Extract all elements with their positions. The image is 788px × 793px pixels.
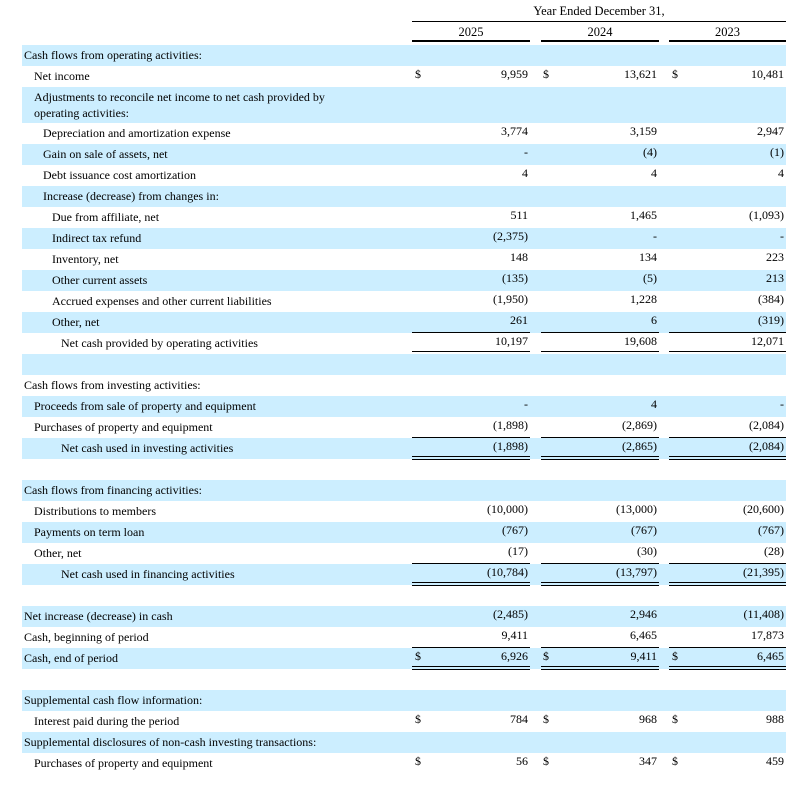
statement-row — [0, 333, 788, 354]
value-2024: (2,869) — [622, 418, 657, 432]
row-label-continued: operating activities: — [34, 106, 129, 120]
value-2024: 1,228 — [630, 292, 657, 306]
value-2024: 19,608 — [624, 334, 657, 348]
value-2023: 12,071 — [751, 334, 784, 348]
period-header: Year Ended December 31, — [412, 4, 786, 22]
statement-row — [0, 522, 788, 543]
row-label: Cash flows from operating activities: — [24, 48, 202, 62]
value-2024: 968 — [639, 712, 657, 726]
statement-row — [0, 417, 788, 438]
row-label: Purchases of property and equipment — [34, 756, 213, 770]
value-2023: (319) — [758, 313, 784, 327]
value-2025: (2,485) — [493, 607, 528, 621]
row-label: Increase (decrease) from changes in: — [43, 189, 219, 203]
value-2024: 13,621 — [624, 67, 657, 81]
year-header-2023: 2023 — [669, 24, 786, 42]
value-2025: - — [524, 145, 528, 159]
currency-symbol: $ — [672, 754, 678, 768]
row-label: Due from affiliate, net — [52, 210, 160, 224]
row-label: Cash, end of period — [24, 651, 118, 665]
value-2025: 56 — [516, 754, 528, 768]
value-2024: 9,411 — [630, 649, 657, 663]
row-label: Gain on sale of assets, net — [43, 147, 168, 161]
statement-row — [0, 711, 788, 732]
statement-row — [0, 753, 788, 774]
row-label: Indirect tax refund — [52, 231, 142, 245]
row-label: Payments on term loan — [34, 525, 145, 539]
value-2025: 9,411 — [501, 628, 528, 642]
value-2023: 213 — [766, 271, 784, 285]
statement-row — [0, 228, 788, 249]
value-2024: (767) — [631, 523, 657, 537]
currency-symbol: $ — [415, 712, 421, 726]
value-2024: 4 — [651, 397, 657, 411]
value-2024: 1,465 — [630, 208, 657, 222]
value-2024: 134 — [639, 250, 657, 264]
currency-symbol: $ — [415, 649, 421, 663]
currency-symbol: $ — [543, 67, 549, 81]
value-2023: (21,395) — [743, 565, 784, 579]
row-label: Proceeds from sale of property and equipment — [34, 399, 256, 413]
value-2023: (11,408) — [743, 607, 784, 621]
row-label: Net increase (decrease) in cash — [24, 609, 173, 623]
row-label: Cash flows from financing activities: — [24, 483, 202, 497]
value-2023: 459 — [766, 754, 784, 768]
value-2025: (17) — [508, 544, 528, 558]
row-label: Cash, beginning of period — [24, 630, 149, 644]
row-label: Debt issuance cost amortization — [43, 168, 196, 182]
currency-symbol: $ — [543, 649, 549, 663]
value-2024: (13,797) — [616, 565, 657, 579]
value-2025: (2,375) — [493, 229, 528, 243]
currency-symbol: $ — [543, 712, 549, 726]
row-label: Supplemental cash flow information: — [24, 693, 203, 707]
year-header-2025: 2025 — [412, 24, 530, 42]
row-label: Interest paid during the period — [34, 714, 180, 728]
row-label: Net cash used in investing activities — [61, 441, 234, 455]
row-label: Net cash used in financing activities — [61, 567, 235, 581]
statement-row — [0, 165, 788, 186]
statement-row — [0, 501, 788, 522]
value-2024: (5) — [643, 271, 657, 285]
value-2023: (20,600) — [743, 502, 784, 516]
statement-row — [0, 396, 788, 417]
row-label: Other, net — [52, 315, 100, 329]
statement-row — [0, 186, 788, 207]
value-2024: 4 — [651, 166, 657, 180]
row-label: Depreciation and amortization expense — [43, 126, 231, 140]
value-2025: 511 — [510, 208, 528, 222]
value-2024: (4) — [643, 145, 657, 159]
currency-symbol: $ — [415, 754, 421, 768]
statement-row — [0, 732, 788, 753]
value-2025: (1,950) — [493, 292, 528, 306]
value-2025: 3,774 — [501, 124, 528, 138]
row-label: Inventory, net — [52, 252, 119, 266]
currency-symbol: $ — [672, 67, 678, 81]
statement-row — [0, 123, 788, 144]
row-label: Other, net — [34, 546, 82, 560]
currency-symbol: $ — [543, 754, 549, 768]
row-label: Distributions to members — [34, 504, 156, 518]
statement-row — [0, 690, 788, 711]
value-2025: 6,926 — [501, 649, 528, 663]
row-label: Accrued expenses and other current liabilities — [52, 294, 272, 308]
value-2025: (10,784) — [487, 565, 528, 579]
value-2023: (2,084) — [749, 439, 784, 453]
spacer-row — [0, 459, 788, 480]
value-2023: 6,465 — [757, 649, 784, 663]
value-2025: 10,197 — [495, 334, 528, 348]
statement-row — [0, 312, 788, 333]
value-2024: - — [653, 229, 657, 243]
value-2023: 10,481 — [751, 67, 784, 81]
statement-row — [0, 249, 788, 270]
row-label: Supplemental disclosures of non-cash investing transactions: — [24, 735, 317, 749]
statement-row — [0, 66, 788, 87]
statement-row — [0, 606, 788, 627]
value-2024: 2,946 — [630, 607, 657, 621]
value-2025: 4 — [522, 166, 528, 180]
value-2023: 17,873 — [751, 628, 784, 642]
value-2023: (1,093) — [749, 208, 784, 222]
statement-row — [0, 564, 788, 585]
statement-row — [0, 291, 788, 312]
year-header-2024: 2024 — [541, 24, 659, 42]
value-2025: (135) — [502, 271, 528, 285]
statement-row — [0, 648, 788, 669]
value-2024: (13,000) — [616, 502, 657, 516]
statement-row — [0, 87, 788, 123]
row-label: Other current assets — [52, 273, 148, 287]
value-2024: (2,865) — [622, 439, 657, 453]
value-2023: (384) — [758, 292, 784, 306]
row-label: Purchases of property and equipment — [34, 420, 213, 434]
currency-symbol: $ — [415, 67, 421, 81]
value-2023: 2,947 — [757, 124, 784, 138]
row-label: Net income — [34, 69, 90, 83]
row-label: Cash flows from investing activities: — [24, 378, 201, 392]
statement-row — [0, 543, 788, 564]
value-2024: 3,159 — [630, 124, 657, 138]
value-2023: 988 — [766, 712, 784, 726]
spacer-row — [0, 585, 788, 606]
currency-symbol: $ — [672, 712, 678, 726]
statement-row — [0, 480, 788, 501]
currency-symbol: $ — [672, 649, 678, 663]
value-2023: - — [780, 229, 784, 243]
value-2025: 148 — [510, 250, 528, 264]
value-2024: 6,465 — [630, 628, 657, 642]
statement-row — [0, 375, 788, 396]
statement-row — [0, 627, 788, 648]
value-2023: (767) — [758, 523, 784, 537]
value-2024: (30) — [637, 544, 657, 558]
value-2023: (2,084) — [749, 418, 784, 432]
spacer-row — [0, 354, 788, 375]
value-2023: (1) — [770, 145, 784, 159]
value-2025: 9,959 — [501, 67, 528, 81]
value-2024: 347 — [639, 754, 657, 768]
value-2025: - — [524, 397, 528, 411]
value-2025: (10,000) — [487, 502, 528, 516]
value-2025: (767) — [502, 523, 528, 537]
statement-row — [0, 438, 788, 459]
value-2025: (1,898) — [493, 418, 528, 432]
spacer-row — [0, 669, 788, 690]
row-label: Net cash provided by operating activities — [61, 336, 258, 350]
value-2024: 6 — [651, 313, 657, 327]
row-label: Adjustments to reconcile net income to net cash provided by — [34, 90, 325, 104]
value-2023: (28) — [764, 544, 784, 558]
statement-row — [0, 45, 788, 66]
value-2023: 223 — [766, 250, 784, 264]
statement-row — [0, 270, 788, 291]
value-2025: (1,898) — [493, 439, 528, 453]
value-2023: - — [780, 397, 784, 411]
value-2025: 784 — [510, 712, 528, 726]
value-2025: 261 — [510, 313, 528, 327]
statement-row — [0, 207, 788, 228]
value-2023: 4 — [778, 166, 784, 180]
statement-row — [0, 144, 788, 165]
